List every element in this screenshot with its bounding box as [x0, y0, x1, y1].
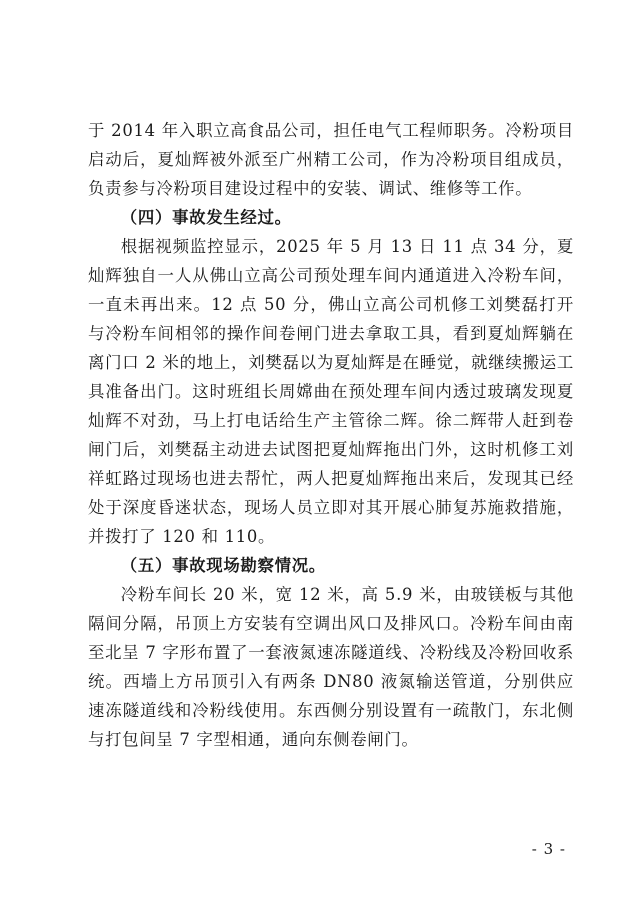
document-body: [88, 116, 574, 754]
paragraph-2: 根据视频监控显示，2025 年 5 月 13 日 11 点 34 分，夏灿辉独自一人从佛山立高公司预处理车间内通道进入冷粉车间，一直未再出来。12 点 50 分，佛山立高公司机修工刘樊磊打开与冷粉车间相邻的操作间卷闸门进去拿取工具，看到夏灿辉躺在离门口 2 米的地上，刘樊磊以为夏灿辉是在睡觉，就继续搬运工具准备出门。这时班组长周嫦曲在预处理车间内透过玻璃发现夏灿辉不对劲，马上打电话给生产主管徐二辉。徐二辉带人赶到卷闸门后，刘樊磊主动进去试图把夏灿辉拖出门外，这时机修工刘祥虹路过现场也进去帮忙，两人把夏灿辉拖出来后，发现其已经处于深度昏迷状态，现场人员立即对其开展心肺复苏施救措施，并拨打了 120 和 110。: [88, 237, 574, 546]
section-heading-5: （五）事故现场勘察情况。: [120, 556, 326, 575]
paragraph-1: 于 2014 年入职立高食品公司，担任电气工程师职务。冷粉项目启动后，夏灿辉被外派至广州精工公司，作为冷粉项目组成员，负责参与冷粉项目建设过程中的安装、调试、维修等工作。: [88, 121, 574, 198]
page-number: - 3 -: [531, 840, 566, 858]
section-heading-4: （四）事故发生经过。: [120, 208, 292, 227]
paragraph-3: 冷粉车间长 20 米，宽 12 米，高 5.9 米，由玻镁板与其他隔间分隔，吊顶上方安装有空调出风口及排风口。冷粉车间由南至北呈 7 字形布置了一套液氮速冻隧道线、冷粉线及冷粉回收系统。西墙上方吊顶引入有两条 DN80 液氮输送管道，分别供应速冻隧道线和冷粉线使用。东西侧分别设置有一疏散门，东北侧与打包间呈 7 字型相通，通向东侧卷闸门。: [88, 585, 574, 749]
